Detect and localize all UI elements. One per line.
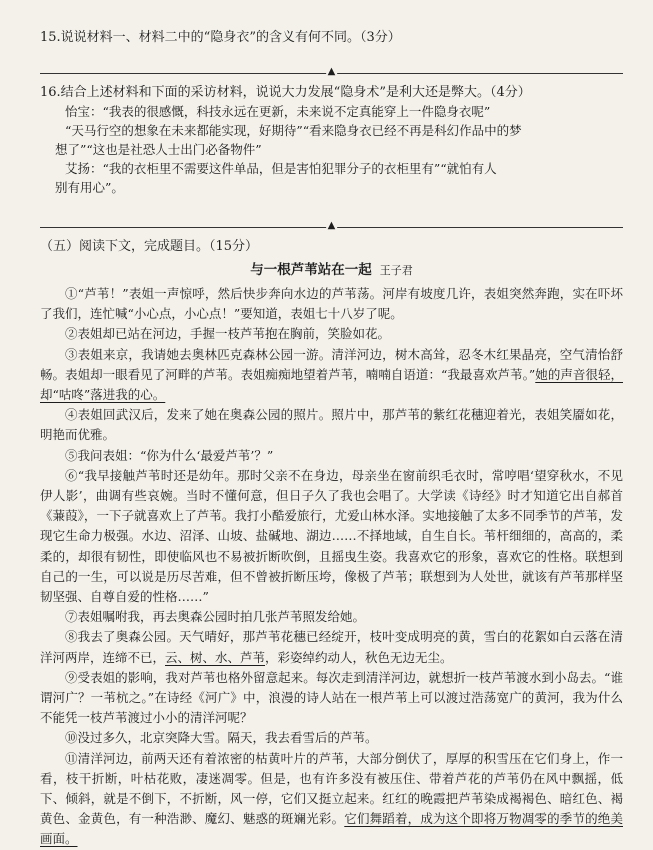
article-paragraph bbox=[40, 728, 623, 748]
quote-line: 想了”“这也是社恐人士出门必备物件” bbox=[55, 142, 262, 157]
article-title: 与一根芦苇站在一起 bbox=[250, 262, 372, 278]
underlined-text: 她的声音很轻，却“咕咚”落进我的心。 bbox=[40, 366, 623, 403]
article-body bbox=[40, 284, 623, 850]
quote-line: “天马行空的想象在未来都能实现，好期待”“看来隐身衣已经不再是科幻作品中的梦 bbox=[65, 123, 522, 138]
article-paragraph bbox=[40, 405, 623, 445]
interview-quotes bbox=[40, 102, 623, 197]
article-paragraph bbox=[40, 446, 623, 466]
answer-divider bbox=[40, 66, 623, 79]
paragraph-text: ⑨受表姐的影响，我对芦苇也格外留意起来。每次走到清洋河边，就想折一枝芦苇渡水到小岛去。“谁谓河广？一苇杭之。”在诗经《河广》中，浪漫的诗人站在一根芦苇上可以渡过浩荡宽广的黄河，我为什么不能凭一枝芦苇渡过小小的清洋河呢？ bbox=[40, 669, 623, 726]
section-heading: （五）阅读下文，完成题目。（15分） bbox=[40, 239, 259, 254]
paragraph-text: ⑧我去了奥森公园。天气晴好，那芦苇花穗已经绽开，枝叶变成明亮的黄，雪白的花絮如白云落在清洋河两岸，连缔不已， bbox=[40, 629, 623, 665]
paragraph-text: ②表姐却已站在河边，手握一枝芦苇抱在胸前，笑脸如花。 bbox=[65, 326, 391, 342]
quote-line: 别有用心”。 bbox=[55, 180, 124, 195]
article-paragraph bbox=[40, 668, 623, 729]
question-16: 16.结合上述材料和下面的采访材料，说说大力发展“隐身术”是利大还是弊大。（4分） bbox=[40, 85, 531, 100]
paragraph-text: ③表姐来京，我请她去奥林匹克森林公园一游。清洋河边，树木高耸，忍冬木红果晶亮，空气清怡舒畅。表姐却一眼看见了河畔的芦苇。表姐痴痴地望着芦苇，喃喃自语道：“我最喜欢芦苇。” bbox=[40, 346, 623, 382]
quote-line: 艾扬：“我的衣柜里不需要这件单品，但是害怕犯罪分子的衣柜里有”“就怕有人 bbox=[65, 161, 497, 176]
answer-divider bbox=[40, 220, 623, 233]
paragraph-text: ①“芦苇！”表姐一声惊呼，然后快步奔向水边的芦苇荡。河岸有坡度几许，表姐突然奔跑，实在吓坏了我们，连忙喊“小心点，小心点！”要知道，表姐七十八岁了呢。 bbox=[40, 286, 623, 322]
article-paragraph bbox=[40, 345, 623, 406]
paragraph-text: ④表姐回武汉后，发来了她在奥森公园的照片。照片中，那芦苇的紫红花穗迎着光，表姐笑靥如花，明艳而优雅。 bbox=[40, 407, 623, 443]
paragraph-text: ⑩没过多久，北京突降大雪。隔天，我去看雪后的芦苇。 bbox=[65, 730, 378, 746]
underlined-text: 云、树、水、芦苇 bbox=[165, 649, 266, 665]
article-paragraph bbox=[40, 284, 623, 324]
triangle-mark: ▲ bbox=[327, 66, 336, 77]
article-title-row bbox=[40, 259, 623, 282]
paragraph-text: ⑤我问表姐：“你为什么‘最爱芦苇’？” bbox=[65, 447, 274, 463]
paragraph-text: ⑪清洋河边，前两天还有着浓密的枯黄叶片的芦苇，大部分倒伏了，厚厚的积雪压在它们身上，作一看，枝干折断，叶枯花败，凄迷凋零。但是，也有许多没有被压住、带着芦花的芦苇仍在风中飘摇，低下、倾斜，就是不倒下，不折断，风一停，它们又挺立起来。红红的晚霞把芦苇染成褐褐色、暗红色、褐黄色、金黄色，有一种浩渺、魔幻、魅惑的斑斓光彩。 bbox=[40, 750, 623, 827]
quote-line: 怡宝：“我表的很感慨，科技永远在更新，未来说不定真能穿上一件隐身衣呢” bbox=[65, 104, 491, 119]
article-paragraph bbox=[40, 466, 623, 607]
article-paragraph bbox=[40, 324, 623, 344]
question-15: 15.说说材料一、材料二中的“隐身衣”的含义有何不同。（3分） bbox=[40, 30, 401, 45]
article-paragraph bbox=[40, 749, 623, 850]
triangle-mark: ▲ bbox=[327, 220, 336, 231]
paragraph-text: ⑦表姐嘱咐我，再去奥森公园时拍几张芦苇照发给她。 bbox=[65, 609, 366, 625]
underlined-text: 它们舞蹈着，成为这个即将万物凋零的季节的绝美画面。 bbox=[40, 811, 623, 847]
article-author: 王子君 bbox=[379, 264, 413, 277]
article-paragraph bbox=[40, 607, 623, 627]
paragraph-text: ⑥“我早接触芦苇时还是幼年。那时父亲不在身边，母亲坐在窗前织毛衣时，常哼唱‘望穿秋水，不见伊人影’，曲调有些哀婉。当时不懂何意，但日子久了我也会唱了。大学读《诗经》时才知道它出自郝首《蒹葭》，一下子就喜欢上了芦苇。我打小酷爱旅行，尤爱山林水泽。实地接触了太多不同季节的芦苇，发现它生命力极强。水边、沼泽、山坡、盐碱地、湖边……不择地域，自生自长。苇杆细细的，高高的，柔柔的，却很有韧性，即使临风也不易被折断吹倒，且摇曳生姿。我喜欢它的形象，喜欢它的性格。联想到自己的一生，可以说是历尽苦难，但不曾被折断压垮，像极了芦苇；联想到为人处世，就该有芦苇那样坚韧坚强、自尊自爱的性格……” bbox=[40, 467, 623, 605]
article-paragraph bbox=[40, 627, 623, 667]
paragraph-text: ，彩姿绰约动人，秋色无边无尘。 bbox=[265, 649, 453, 665]
